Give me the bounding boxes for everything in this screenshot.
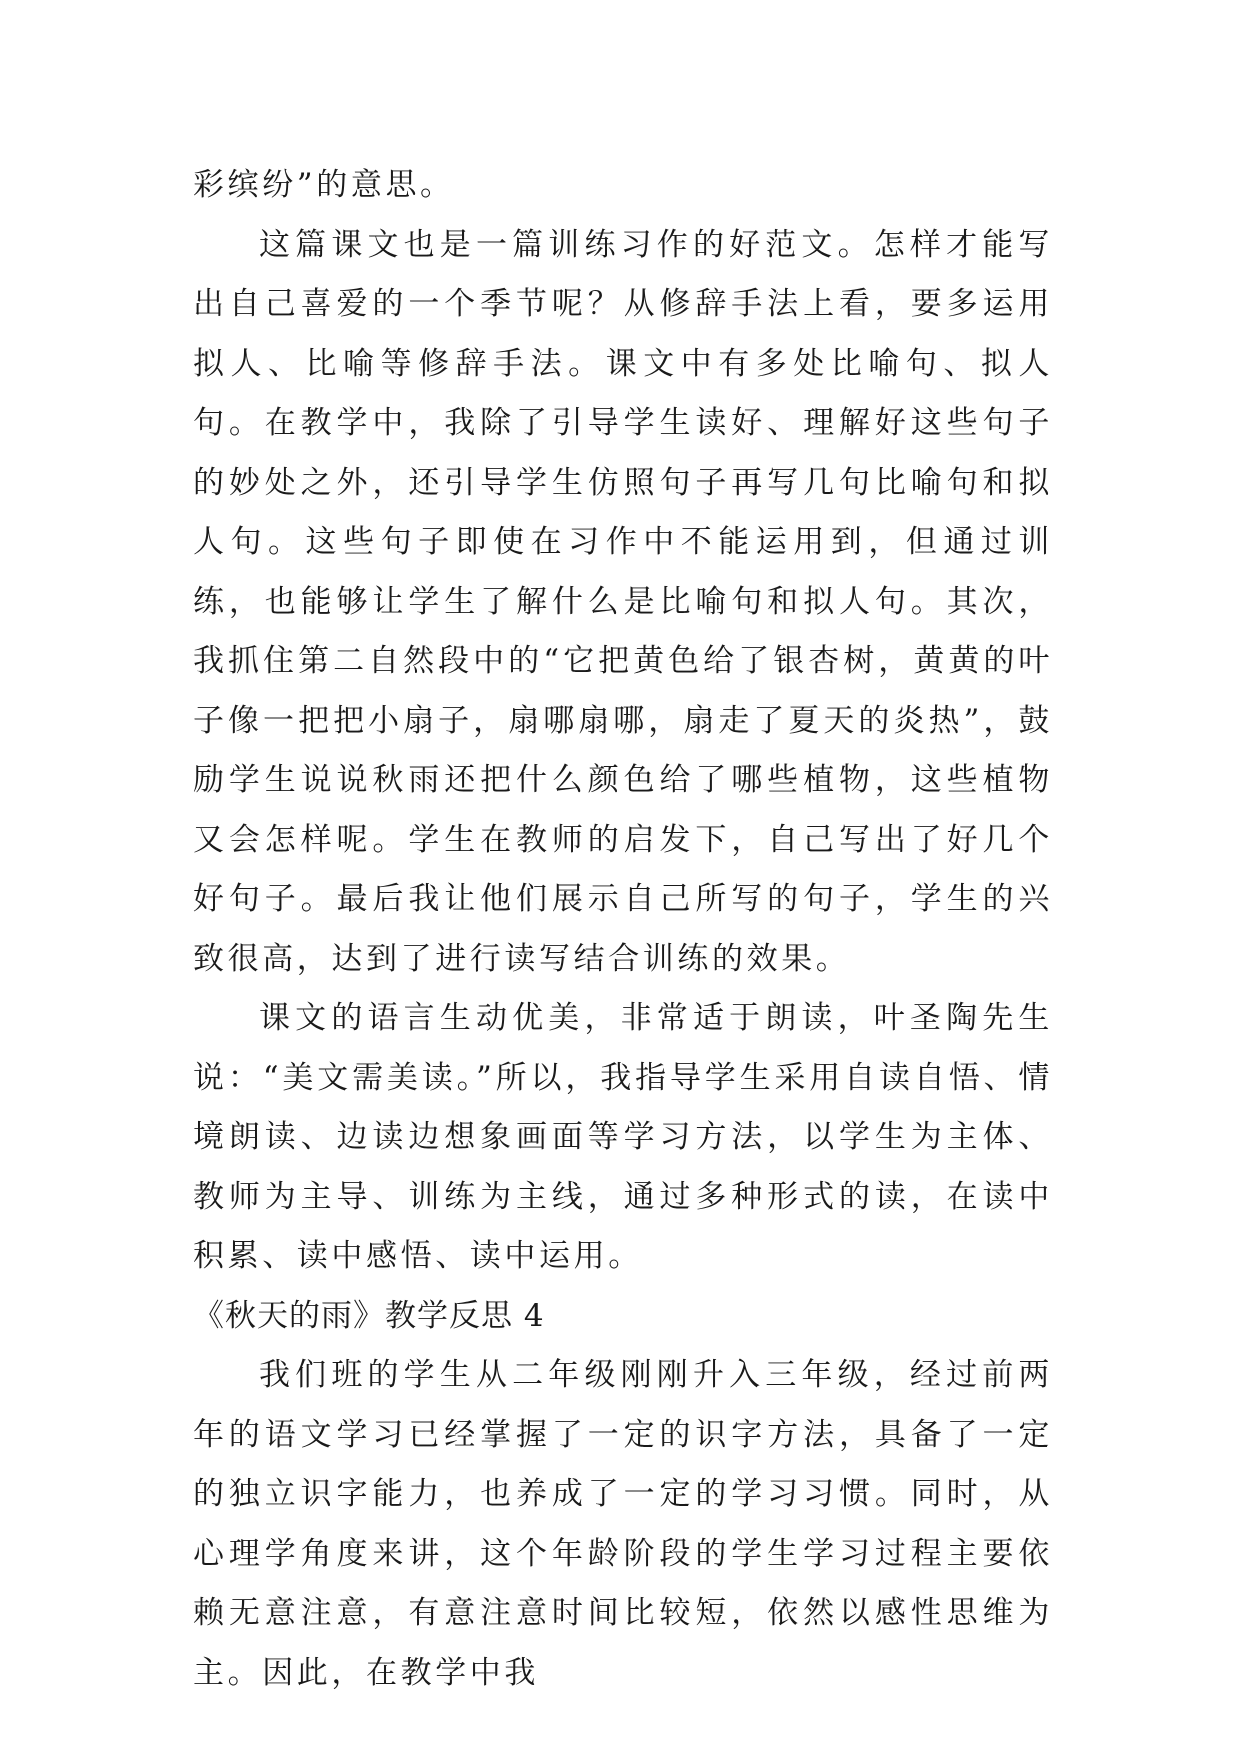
paragraph-class-background: 我们班的学生从二年级刚刚升入三年级，经过前两年的语文学习已经掌握了一定的识字方法，具备了一定的独立识字能力，也养成了一定的学习习惯。同时，从心理学角度来讲，这个年龄阶段的学生学习过程主要依赖无意注意，有意注意时间比较短，依然以感性思维为主。因此，在教学中我 [193,1357,1053,1691]
section-heading: 《秋天的雨》教学反思 4 [193,1297,545,1334]
paragraph-reading-aloud: 课文的语言生动优美，非常适于朗读，叶圣陶先生说：“美文需美读。”所以，我指导学生采用自读自悟、情境朗读、边读边想象画面等学习方法，以学生为主体、教师为主导、训练为主线，通过多种形式的读，在读中积累、读中感悟、读中运用。 [193,1000,1053,1274]
document-body [193,156,1053,1703]
paragraph-writing-practice: 这篇课文也是一篇训练习作的好范文。怎样才能写出自己喜爱的一个季节呢？从修辞手法上看，要多运用拟人、比喻等修辞手法。课文中有多处比喻句、拟人句。在教学中，我除了引导学生读好、理解好这些句子的妙处之外，还引导学生仿照句子再写几句比喻句和拟人句。这些句子即使在习作中不能运用到，但通过训练，也能够让学生了解什么是比喻句和拟人句。其次，我抓住第二自然段中的“它把黄色给了银杏树，黄黄的叶子像一把把小扇子，扇哪扇哪，扇走了夏天的炎热”，鼓励学生说说秋雨还把什么颜色给了哪些植物，这些植物又会怎样呢。学生在教师的启发下，自己写出了好几个好句子。最后我让他们展示自己所写的句子，学生的兴致很高，达到了进行读写结合训练的效果。 [193,226,1053,977]
paragraph-continued: 彩缤纷”的意思。 [193,167,455,203]
